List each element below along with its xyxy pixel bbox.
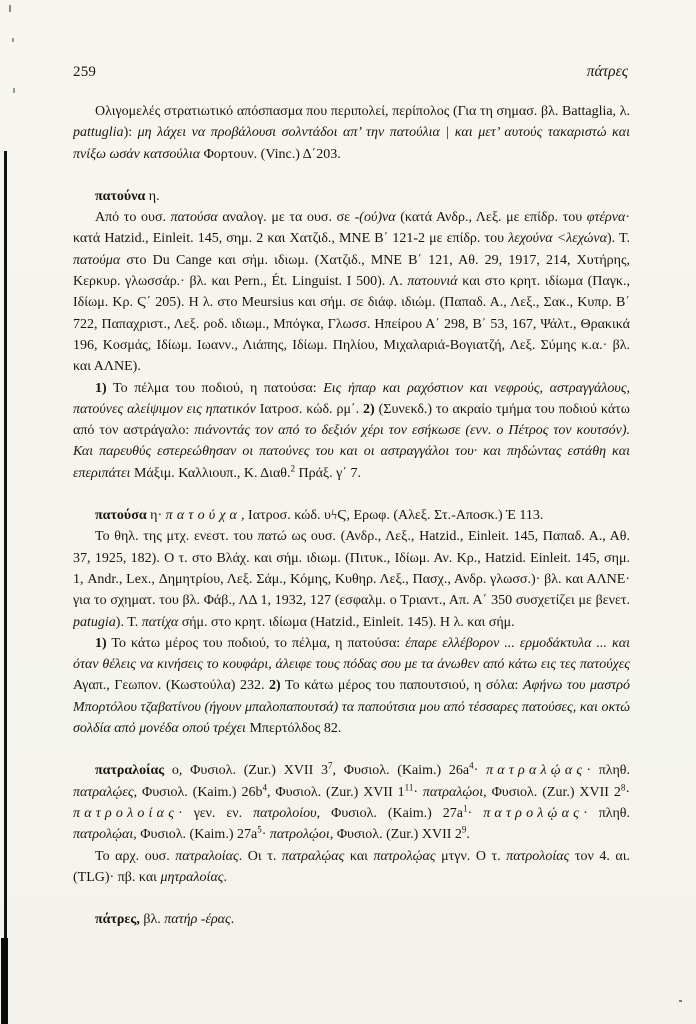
text-segment: ). Τ.: [115, 614, 142, 630]
patraloias-etymology: [73, 846, 630, 889]
text-segment: πατρολῴας: [483, 805, 584, 821]
running-title: πάτρες: [586, 63, 628, 80]
text-segment: Το πέλμα του ποδιού, η πατούσα:: [106, 380, 324, 396]
text-segment: 2: [290, 463, 295, 474]
text-segment: λεχούνα <λεχώνα: [508, 231, 607, 247]
para-patoulia-quote: [73, 101, 630, 165]
text-segment: πατρολοίου: [253, 805, 317, 821]
text-segment: 4: [262, 781, 267, 792]
text-segment: ·: [467, 805, 484, 821]
text-segment: μητραλοίας: [160, 869, 224, 885]
text-segment: , Φυσιολ. (Kaim.) 27a: [133, 827, 258, 843]
headword-patraloias: [73, 760, 630, 845]
text-segment: έπαρε ελλέβορον ... ερμοδάκτυλα ... και όταν θέλεις να κινήσεις το κουφάρι, άλειφε τους πόδας σου με τα άνωθεν από κάτω εις τες πατούχες: [73, 635, 630, 673]
text-segment: 11: [404, 781, 414, 792]
text-segment: 2): [269, 678, 281, 694]
text-segment: πατρολῴαι: [73, 827, 134, 843]
scan-corner-blob-artifact: [1, 938, 8, 1024]
text-segment: 7: [328, 760, 333, 771]
text-segment: σήμ. στο κρητ. ιδίωμα (Hatzid., Einleit. 145). Η λ. και σήμ.: [178, 614, 515, 630]
text-segment: Από το ουσ.: [95, 210, 171, 226]
headword-patres: [73, 909, 630, 930]
text-segment: φτέρνα: [586, 210, 626, 226]
text-segment: · πληθ.: [586, 763, 630, 779]
scan-edge-line-artifact: [4, 151, 7, 941]
page-body: [73, 101, 630, 1001]
text-segment: , Φυσιολ. (Kaim.) 26a: [332, 763, 470, 779]
text-segment: 4: [469, 760, 474, 771]
text-segment: (Συνεκδ.) το ακραίο τμήμα του ποδιού κάτω από τον αστράγαλο:: [73, 401, 630, 439]
text-segment: πατούμα: [73, 252, 121, 268]
text-segment: μη λάχει να προβάλουσι σολντάδοι απ’ την πατούλια | και μετ’ αυτούς τακαριστώ και πνίξω ωσάν κατσούλια: [73, 125, 630, 162]
text-segment: 9: [461, 824, 467, 835]
text-segment: · γεν. εν.: [178, 805, 254, 821]
text-segment: τον 4. αι. (TLG)· πβ. και: [73, 848, 630, 885]
text-segment: πατραλοίας: [95, 763, 165, 779]
text-segment: και: [344, 848, 374, 864]
text-segment: πατούχα: [165, 508, 242, 524]
text-segment: Ιατροσ. κώδ. ρμ΄.: [255, 401, 364, 417]
text-segment: πατρολοίας: [506, 848, 570, 864]
text-segment: ως ουσ. (Ανδρ., Λεξ., Hatzid., Einleit. 145, Παπαδ. Α., Αθ. 37, 1925, 182). Ο τ. στο Βλάχ. και σήμ. ιδιωμ. (Πιτυκ., Ιδίωμ. Αν. Κρ., Hatzid. Einleit. 145, σημ. 1, Andr., Lex., Δημητρίου, Λεξ. Σάμ., Κόμης, Κυθηρ. Λεξ., Πασχ., Ανδρ. γλωσσ.)· βλ. και ΑΛΝΕ· για το σχηματ. του βλ. Φάβ., ΛΔ 1, 1932, 127 (εσφαλμ. ο Τριαντ., Απ. Α΄ 350 συσχετίζει με βενετ.: [73, 529, 630, 609]
text-segment: ·: [261, 827, 270, 843]
text-segment: πατούνα: [95, 188, 146, 204]
text-segment: πιάνοντάς τον από το δεξιόν χέρι τον εσήκωσε (ενν. ο Πέτρος τον κουτσόν). Και παρευθύς εστερεώθησαν οι πατούνες του και οι αστραγγάλοι του· και πηδώντας εστάθη και επεριπάτει: [73, 423, 630, 481]
text-segment: πατρολῴοι: [269, 827, 330, 843]
text-segment: .: [223, 869, 227, 885]
text-segment: · πληθ.: [583, 805, 630, 821]
patouna-senses: [73, 378, 630, 484]
text-segment: Το κάτω μέρος του ποδιού, το πέλμα, η πατούσα:: [106, 635, 406, 651]
text-segment: Αγαπ., Γεωπον. (Κωστούλα) 232.: [73, 678, 270, 694]
patouna-etymology: [73, 207, 630, 377]
text-segment: · κατά Hatzid., Einleit. 145, σημ. 2 και Χατζιδ., ΜΝΕ Β΄ 121-2 με επίδρ. του: [73, 210, 630, 247]
text-segment: 1): [95, 635, 107, 651]
text-segment: Μπερτόλδος 82.: [245, 721, 342, 737]
headword-patousa: [73, 505, 630, 526]
text-segment: πατραλῴες: [73, 784, 134, 800]
scan-speck-artifact: [12, 38, 14, 42]
text-segment: πάτρες,: [95, 912, 140, 928]
text-segment: -(ού)να: [354, 210, 396, 226]
text-segment: πατώ: [257, 529, 287, 545]
text-segment: 8: [620, 781, 626, 792]
text-segment: μτγν. Ο τ.: [435, 848, 507, 864]
text-segment: Εις ήπαρ και ραχόστιον και νεφρούς, αστραγγάλους, πατούνες αλείψιμον εις ηπατικόν: [73, 380, 630, 417]
page-header: [73, 63, 628, 81]
text-segment: Φορτουν. (Vinc.) Δ΄203.: [200, 146, 341, 162]
text-segment: πατραλῴας: [281, 848, 345, 864]
text-segment: patugia: [73, 614, 116, 630]
text-segment: , Φυσιολ. (Zur.) XVII 1: [266, 784, 405, 800]
text-segment: , Φυσιολ. (Zur.) XVII 2: [483, 784, 621, 800]
text-segment: ·: [625, 784, 630, 800]
text-segment: πατούσα: [95, 508, 147, 524]
text-segment: πατραλῴας: [486, 763, 587, 779]
text-segment: Αφήνω του μαστρό Μπορτόλου τζαβατίνου (ήγουν μπαλοπαπουτσά) τα παπούτσια μου από τέσσαρες πατούσες, και οκτώ σολδία από μονέδα οπού τρέχει: [73, 678, 630, 737]
text-segment: πατουνιά: [407, 274, 458, 290]
patousa-senses: [73, 633, 630, 739]
text-segment: Το κάτω μέρος του παπουτσιού, η σόλα:: [280, 678, 524, 694]
text-segment: και στο κρητ. ιδίωμα (Παγκ., Ιδίωμ. Κρ. Ϛ΄ 205). Η λ. στο Meursius και σήμ. σε διάφ. ιδιώμ. (Παπαδ. Α., Λεξ., Σακ., Κυπρ. Β΄ 722, Παπαχριστ., Λεξ. ροδ. ιδιωμ., Μπόγκα, Γλωσσ. Ηπείρου Α΄ 298, Β΄ 53, 167, Ψάλτ., Θρακικά 196, Κοσμάς, Ιδίωμ. Ιωανν., Λιάπης, Ιδίωμ. Πηλίου, Μιχαλαριά-Βογιατζή, Λεξ. Σύμης κ.α.· βλ. και ΑΛΝΕ).: [73, 274, 630, 375]
text-segment: πατήρ -έρας: [164, 912, 231, 928]
text-segment: η·: [146, 508, 166, 524]
text-segment: pattuglia: [73, 125, 124, 141]
text-segment: πατραλοίας: [175, 848, 239, 864]
text-segment: 1: [463, 803, 468, 814]
text-segment: ·: [413, 784, 423, 800]
text-segment: πατραλῴοι: [422, 784, 484, 800]
text-segment: πατρολοίας: [73, 805, 179, 821]
text-segment: , Φυσιολ. (Kaim.) 27a: [316, 805, 464, 821]
scan-speck-artifact: [679, 1000, 682, 1002]
text-segment: 5: [257, 824, 262, 835]
text-segment: Το θηλ. της μτχ. ενεστ. του: [95, 529, 258, 545]
patousa-etymology: [73, 526, 630, 632]
scan-speck-artifact: [9, 5, 11, 12]
text-segment: αναλογ. με τα ουσ. σε: [217, 210, 355, 226]
text-segment: πατίχα: [141, 614, 179, 630]
text-segment: .: [230, 912, 235, 928]
text-segment: Μάξιμ. Καλλιουπ., Κ. Διαθ.: [130, 465, 291, 481]
text-segment: , Ιατροσ. κώδ. υϟϚ, Ερωφ. (Αλεξ. Στ.-Αποσκ.) Έ 113.: [241, 508, 544, 524]
text-segment: Πράξ. γ΄ 7.: [294, 465, 362, 481]
text-segment: ·: [473, 763, 487, 779]
text-segment: ο, Φυσιολ. (Zur.) XVII 3: [164, 763, 328, 779]
text-segment: 2): [363, 401, 375, 417]
text-segment: 1): [95, 380, 107, 396]
page-number: 259: [73, 64, 97, 80]
text-segment: . Οι τ.: [238, 848, 282, 864]
text-segment: , Φυσιολ. (Kaim.) 26b: [133, 784, 263, 800]
text-segment: ). Τ.: [606, 231, 630, 247]
scan-speck-artifact: [13, 88, 15, 93]
text-segment: πατρολῴας: [373, 848, 436, 864]
text-segment: Ολιγομελές στρατιωτικό απόσπασμα που περιπολεί, περίπολος (Για τη σημασ. βλ. Battaglia, λ.: [95, 104, 630, 119]
headword-patouna: [73, 186, 630, 207]
text-segment: ):: [123, 125, 138, 141]
text-segment: πατούσα: [170, 210, 218, 226]
text-segment: βλ.: [139, 912, 165, 928]
text-segment: Το αρχ. ουσ.: [95, 848, 176, 864]
text-segment: η.: [145, 188, 160, 204]
text-segment: , Φυσιολ. (Zur.) XVII 2: [329, 827, 462, 843]
text-segment: στο Du Cange και σήμ. ιδιωμ. (Χατζιδ., ΜΝΕ Β΄ 121, Αθ. 29, 1917, 214, Χυτήρης, Κερκυρ. γλωσσάρ.· βλ. και Pern., Ét. Linguist. I 500). Λ.: [73, 252, 630, 290]
text-segment: .: [466, 827, 470, 843]
text-segment: (κατά Ανδρ., Λεξ. με επίδρ. του: [395, 210, 587, 226]
